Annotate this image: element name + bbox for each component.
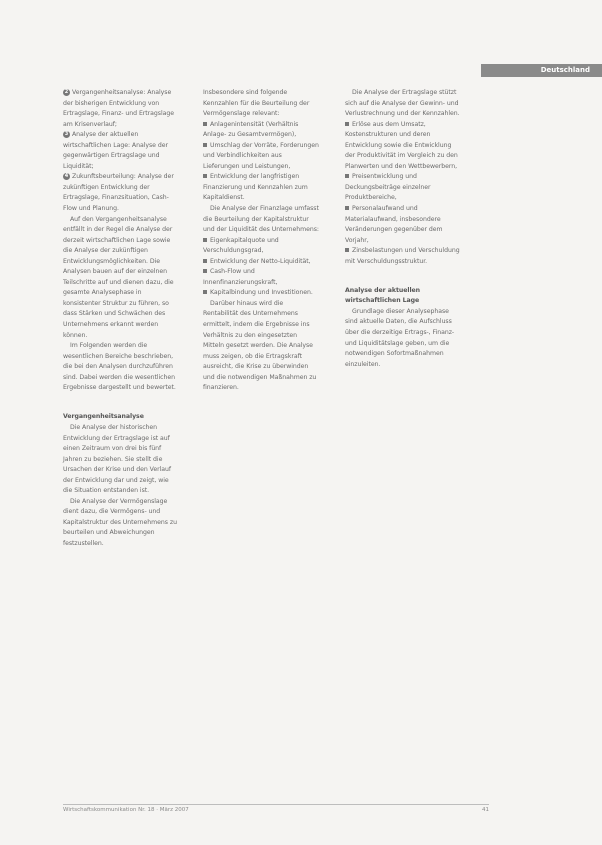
section-tag: Deutschland xyxy=(481,64,602,77)
page-number: 41 xyxy=(482,807,489,813)
bullet-item: Umschlag der Vorräte, Forderungen und Verbindlichkeiten aus Lieferungen und Leistungen, xyxy=(203,141,319,170)
bullet-item: Cash-Flow und Innenfinanzierungskraft, xyxy=(203,268,278,286)
item-3 xyxy=(63,130,179,172)
paragraph: Vergangenheitsanalyse: Analyse der bisherigen Entwicklung von Ertragslage, Finanz- und Ertragslage am Krisenverlauf; xyxy=(63,89,175,128)
paragraph: Im Folgenden werden die wesentlichen Bereiche beschrieben, die bei den Analysen durchzuführen sind. Dabei werden die wesentlichen Ergebnisse dargestellt und bewertet. xyxy=(63,342,176,392)
bullet-icon xyxy=(345,248,349,252)
paragraph: Die Analyse der Vermögenslage dient dazu, die Vermögens- und Kapitalstruktur des Unternehmens zu beurteilen und Abweichungen festzustellen. xyxy=(63,497,177,547)
bullet-icon xyxy=(203,174,207,178)
item-4 xyxy=(63,172,179,214)
number-badge-2: 2 xyxy=(64,88,69,95)
item-2 xyxy=(63,88,179,130)
paragraph: Die Analyse der historischen Entwicklung der Ertragslage ist auf einen Zeitraum von drei bis fünf Jahren zu beziehen. Sie stellt die Ursachen der Krise und den Verlauf der Entwicklung dar und zeigt, wie die Situation entstanden ist. xyxy=(63,423,172,495)
column-2 xyxy=(203,88,319,394)
bullet-item: Anlagenintensität (Verhältnis Anlage- zu Gesamtvermögen), xyxy=(203,120,299,139)
bullet-item: Zinsbelastungen und Verschuldung mit Verschuldungsstruktur. xyxy=(345,247,460,265)
bullet-item: Eigenkapitalquote und Verschuldungsgrad, xyxy=(203,236,279,255)
paragraph: Insbesondere sind folgende Kennzahlen für die Beurteilung der Vermögenslage relevant: xyxy=(203,89,310,118)
paragraph: Die Analyse der Ertragslage stützt sich auf die Analyse der Gewinn- und Verlustrechnung und der Kennzahlen. xyxy=(345,89,460,118)
bullet-icon xyxy=(345,174,349,178)
bullet-item: Entwicklung der Netto-Liquidität, xyxy=(203,257,319,268)
page-footer xyxy=(63,804,489,813)
bullet-item: Kapitalbindung und Investitionen. xyxy=(203,288,319,299)
footer-publication: Wirtschaftskommunikation Nr. 18 · März 2007 xyxy=(63,807,189,813)
paragraph: Auf den Vergangenheitsanalyse entfällt in der Regel die Analyse der derzeit wirtschaftlichen Lage sowie die Analyse der zukünftigen Entwicklungsmöglichkeiten. Die Analysen bauen auf der einzelnen Teilschritte auf und dienen dazu, die gesamte Analysephase in konsistenter Struktur zu führen, so dass Stärken und Schwächen des Unternehmens erkannt werden können. xyxy=(63,215,174,339)
section-heading: Analyse der aktuellen wirtschaftlichen Lage xyxy=(345,286,421,305)
paragraph: Analyse der aktuellen wirtschaftlichen Lage: Analyse der gegenwärtigen Ertragslage und Liquidität; xyxy=(63,131,168,170)
paragraph: Darüber hinaus wird die Rentabilität des Unternehmens ermittelt, indem die Ergebnisse ins Verhältnis zu den eingesetzten Mitteln gesetzt werden. Die Analyse muss zeigen, ob die Ertragskraft ausreicht, die Krise zu überwinden und die notwendigen Maßnahmen zu finanzieren. xyxy=(203,299,317,392)
section-heading: Vergangenheitsanalyse xyxy=(63,413,144,421)
number-badge-4: 4 xyxy=(64,172,69,179)
column-3 xyxy=(345,88,461,370)
bullet-item: Preisentwicklung und Deckungsbeiträge einzelner Produktbereiche, xyxy=(345,173,431,202)
paragraph: Grundlage dieser Analysephase sind aktuelle Daten, die Aufschluss über die derzeitige Ertrags-, Finanz- und Liquiditätslage geben, um die notwendigen Sofortmaßnahmen einzuleiten. xyxy=(345,307,455,368)
bullet-icon xyxy=(203,122,207,126)
bullet-item: Entwicklung der langfristigen Finanzierung und Kennzahlen zum Kapitaldienst. xyxy=(203,173,308,202)
bullet-icon xyxy=(345,206,349,210)
bullet-icon xyxy=(203,290,207,294)
bullet-icon xyxy=(345,122,349,126)
bullet-icon xyxy=(203,259,207,263)
bullet-item: Erlöse aus dem Umsatz, Kostenstrukturen und deren Entwicklung sowie die Entwicklung der Produktivität im Vergleich zu den Planwerten und den Wettbewerbern, xyxy=(345,120,458,170)
column-1 xyxy=(63,88,179,550)
bullet-icon xyxy=(203,238,207,242)
bullet-icon xyxy=(203,269,207,273)
number-badge-3: 3 xyxy=(64,130,69,137)
bullet-icon xyxy=(203,143,207,147)
bullet-item: Personalaufwand und Materialaufwand, insbesondere Veränderungen gegenüber dem Vorjahr, xyxy=(345,205,443,244)
paragraph: Zukunftsbeurteilung: Analyse der zukünftigen Entwicklung der Ertragslage, Finanzsituation, Cash-Flow und Planung. xyxy=(63,173,174,213)
paragraph: Die Analyse der Finanzlage umfasst die Beurteilung der Kapitalstruktur und der Liquidität des Unternehmens: xyxy=(203,205,319,234)
